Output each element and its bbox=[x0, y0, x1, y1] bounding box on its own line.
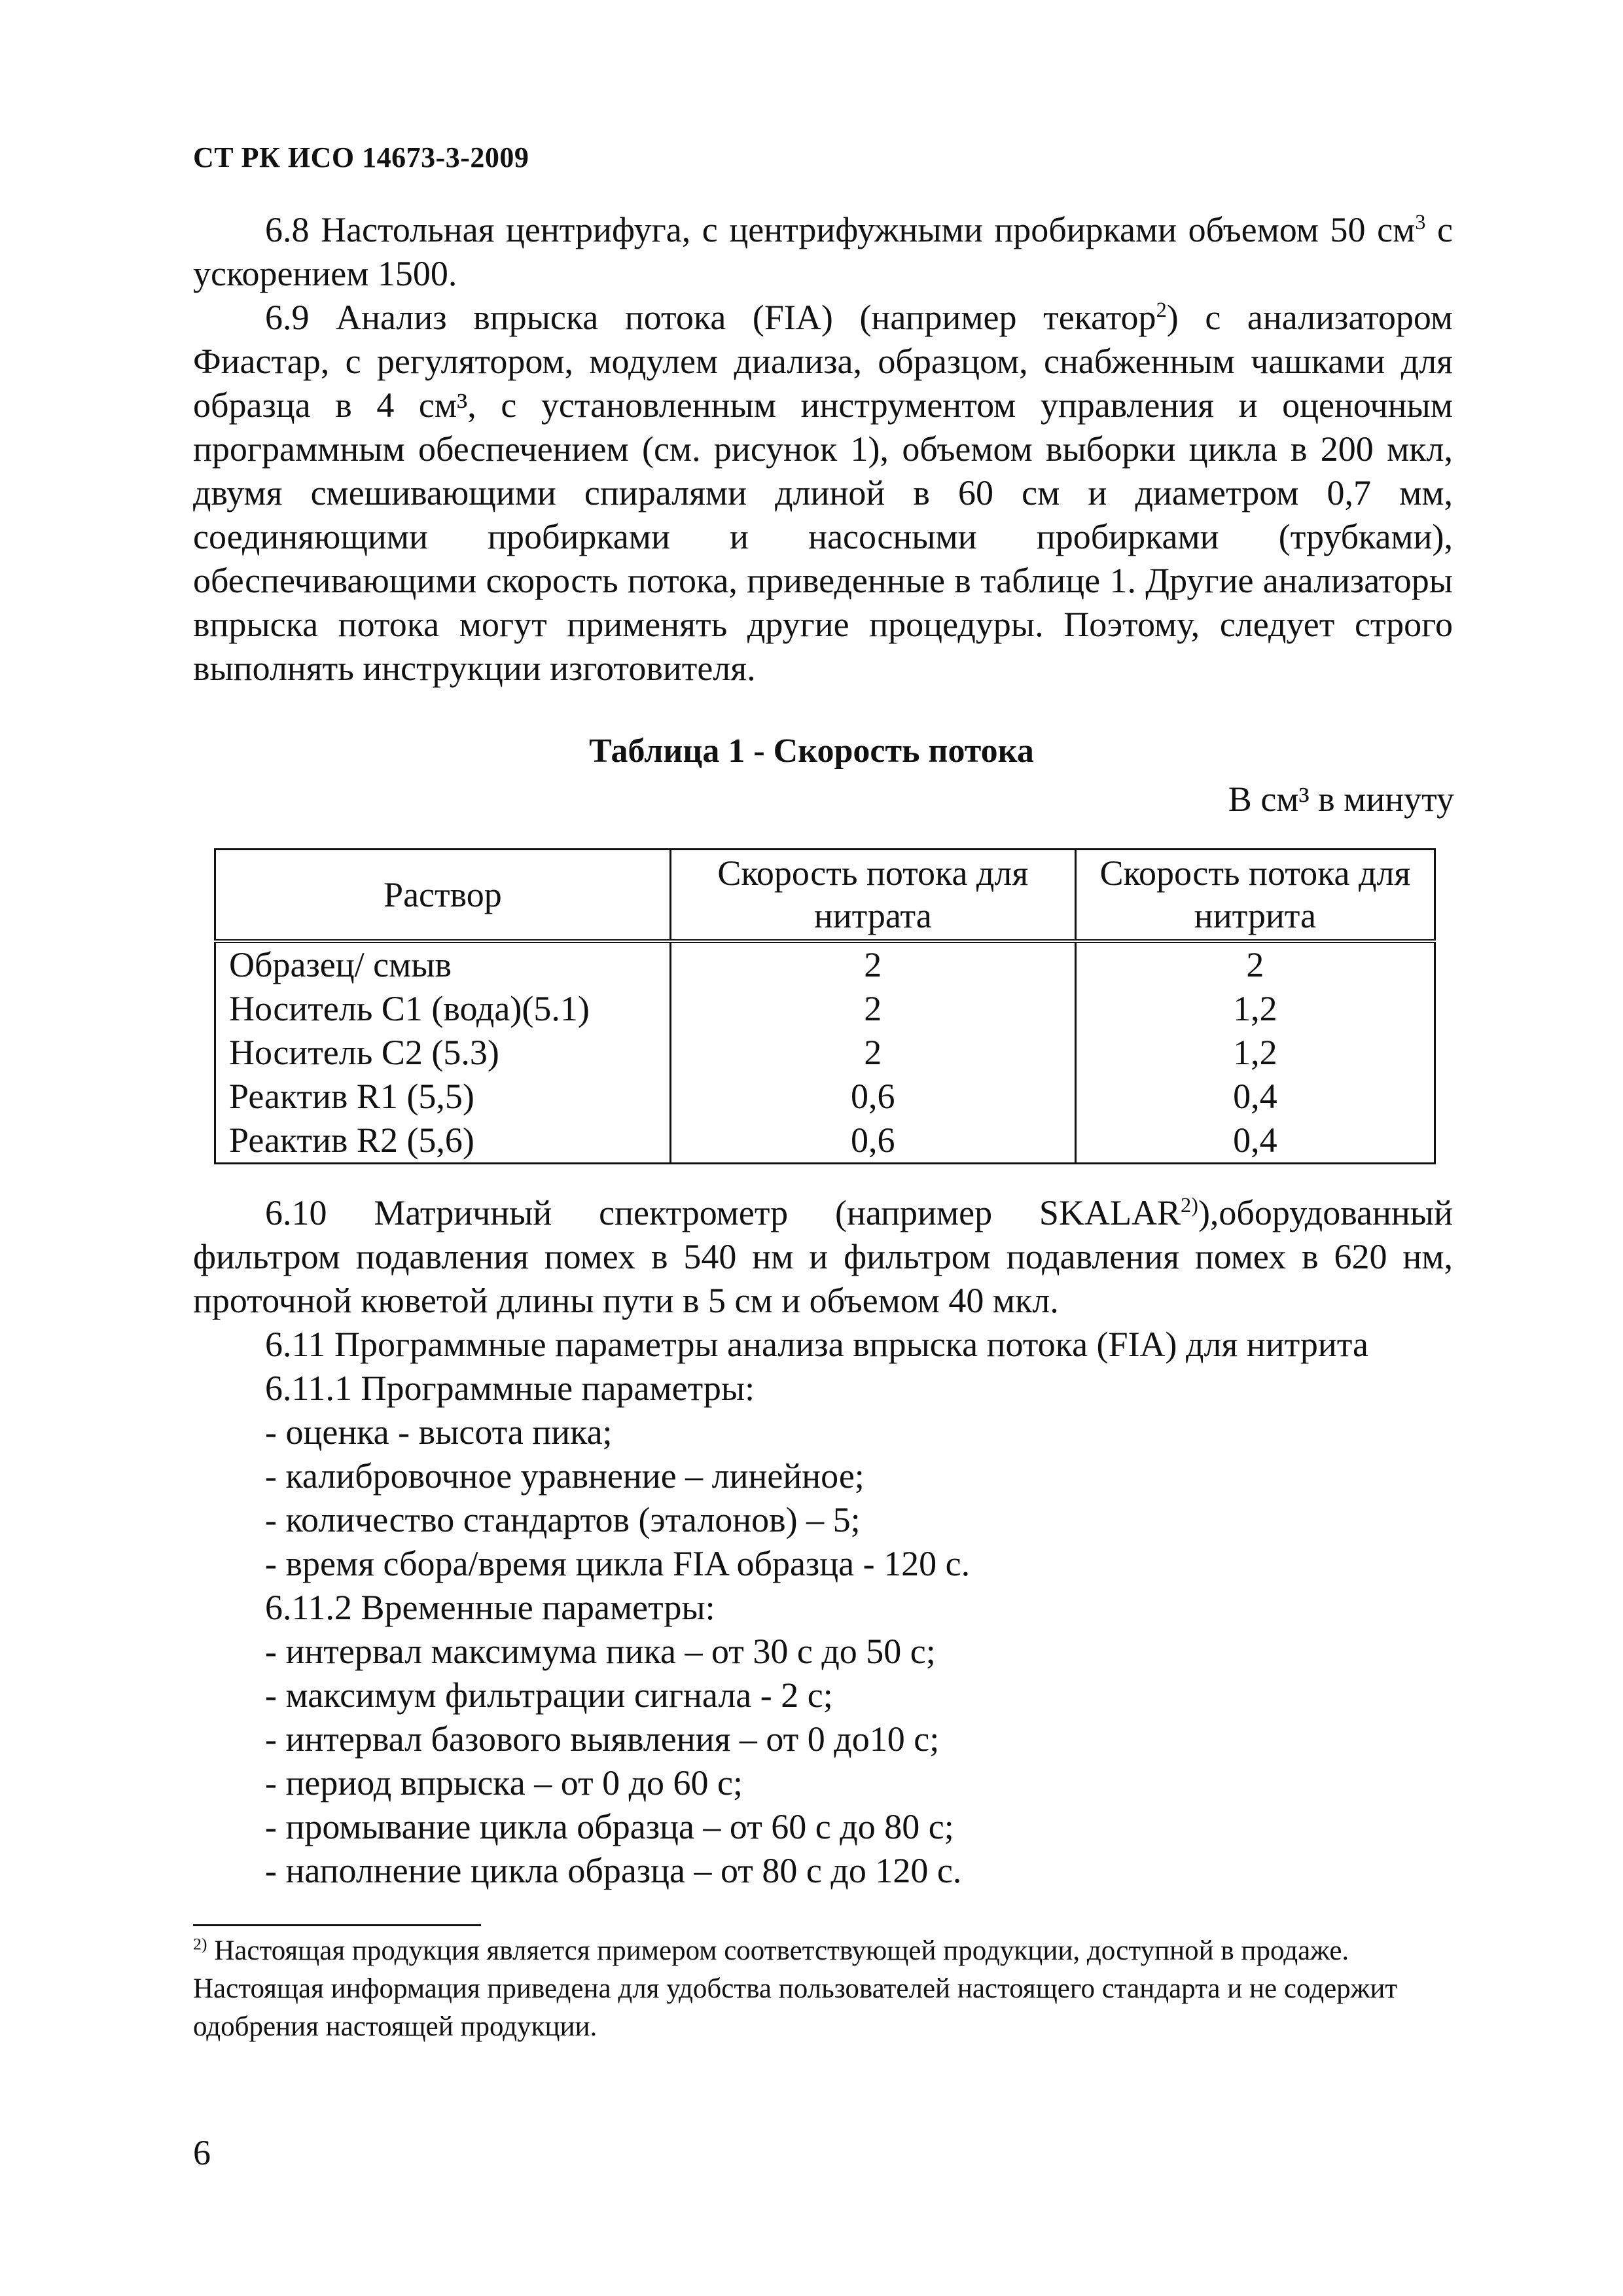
footnote-ref: 2 bbox=[1156, 298, 1167, 322]
table-cell: Носитель С1 (вода)(5.1) bbox=[215, 987, 671, 1031]
paragraph-6-8: 6.8 Настольная центрифуга, с центрифужными пробирками объемом 50 $см^3$ с ускорением 1500. bbox=[193, 210, 1453, 293]
list-item: - максимум фильтрации сигнала - 2 с; bbox=[265, 1676, 833, 1715]
list-item: - промывание цикла образца – от 60 с до 80 с; bbox=[265, 1807, 954, 1846]
table-header-row bbox=[215, 850, 1435, 942]
table-cell: 0,4 bbox=[1075, 1075, 1435, 1119]
list-item: - наполнение цикла образца – от 80 с до 120 с. bbox=[265, 1851, 962, 1890]
footnote-ref: 2) bbox=[1180, 1194, 1198, 1217]
table-unit: В см³ в минуту bbox=[1228, 780, 1454, 819]
list-item: - интервал максимума пика – от 30 с до 50 с; bbox=[265, 1632, 936, 1671]
column-header: Скорость потока для нитрата bbox=[670, 850, 1075, 942]
superscript: 3 bbox=[1415, 211, 1426, 234]
table-row bbox=[215, 1119, 1435, 1164]
list-item: - количество стандартов (эталонов) – 5; bbox=[265, 1500, 861, 1539]
table-cell: 2 bbox=[670, 1031, 1075, 1075]
column-header: Раствор bbox=[215, 850, 671, 942]
paragraph-6-9: 6.9 Анализ впрыска потока (FIA) (например текатор$^2$) с анализатором Фиастар, с регулятором, модулем диализа, образцом, снабженным чашками для образца в 4 см³, с установленным инструментом управления и оценочным программным обеспечением (см. рисунок 1), объемом выборки цикла в 200 мкл, двумя смешивающими спиралями длиной в 60 см и диаметром 0,7 мм, соединяющими пробирками и насосными пробирками (трубками), обеспечивающими скорость потока, приведенные в таблице 1. Другие анализаторы впрыска потока могут применять другие процедуры. Поэтому, следует строго выполнять инструкции изготовителя. bbox=[193, 298, 1453, 688]
table-cell: Носитель С2 (5.3) bbox=[215, 1031, 671, 1075]
table-title: Таблица 1 - Скорость потока bbox=[589, 732, 1034, 770]
list-item: - время сбора/время цикла FIA образца - 120 с. bbox=[265, 1544, 971, 1583]
list-item: - интервал базового выявления – от 0 до10 с; bbox=[265, 1719, 940, 1759]
table-cell: 0,6 bbox=[670, 1119, 1075, 1164]
table-row bbox=[215, 987, 1435, 1031]
table-cell: Образец/ смыв bbox=[215, 941, 671, 987]
paragraph-6-11-1: 6.11.1 Программные параметры: bbox=[265, 1369, 755, 1408]
table-cell: Реактив R2 (5,6) bbox=[215, 1119, 671, 1164]
table-cell: 2 bbox=[670, 987, 1075, 1031]
paragraph-6-11-2: 6.11.2 Временные параметры: bbox=[265, 1588, 715, 1627]
body-text bbox=[193, 208, 1453, 691]
column-header: Скорость потока для нитрита bbox=[1075, 850, 1435, 942]
table-cell: 2 bbox=[670, 941, 1075, 987]
section-6-10-6-11 bbox=[193, 1191, 1453, 1893]
paragraph-6-11: 6.11 Программные параметры анализа впрыска потока (FIA) для нитрита bbox=[265, 1325, 1368, 1364]
flow-rate-table bbox=[214, 848, 1436, 1164]
table-cell: 0,4 bbox=[1075, 1119, 1435, 1164]
table-row bbox=[215, 941, 1435, 987]
table-cell: Реактив R1 (5,5) bbox=[215, 1075, 671, 1119]
document-header: СТ РК ИСО 14673-3-2009 bbox=[193, 141, 529, 173]
page-number: 6 bbox=[193, 2133, 211, 2172]
table-cell: 1,2 bbox=[1075, 987, 1435, 1031]
table-row bbox=[215, 1075, 1435, 1119]
list-item: - период впрыска – от 0 до 60 с; bbox=[265, 1763, 743, 1803]
table-row bbox=[215, 1031, 1435, 1075]
footnote-divider bbox=[193, 1924, 481, 1926]
table-cell: 2 bbox=[1075, 941, 1435, 987]
paragraph-6-10: 6.10 Матричный спектрометр (например SKALAR$^{2)}$),оборудованный фильтром подавления помех в 540 нм и фильтром подавления помех в 620 нм, проточной кюветой длины пути в 5 см и объемом 40 мкл. bbox=[193, 1193, 1453, 1320]
table-cell: 0,6 bbox=[670, 1075, 1075, 1119]
list-item: - калибровочное уравнение – линейное; bbox=[265, 1456, 865, 1496]
table-cell: 1,2 bbox=[1075, 1031, 1435, 1075]
footnote: $^{2)}$ Настоящая продукция является примером соответствующей продукции, доступной в продаже. Настоящая информация приведена для удобства пользователей настоящего стандарта и не содержит одобрения настоящей продукции. bbox=[193, 1934, 1398, 2042]
list-item: - оценка - высота пика; bbox=[265, 1412, 613, 1452]
footnote-mark: 2) bbox=[193, 1934, 207, 1954]
